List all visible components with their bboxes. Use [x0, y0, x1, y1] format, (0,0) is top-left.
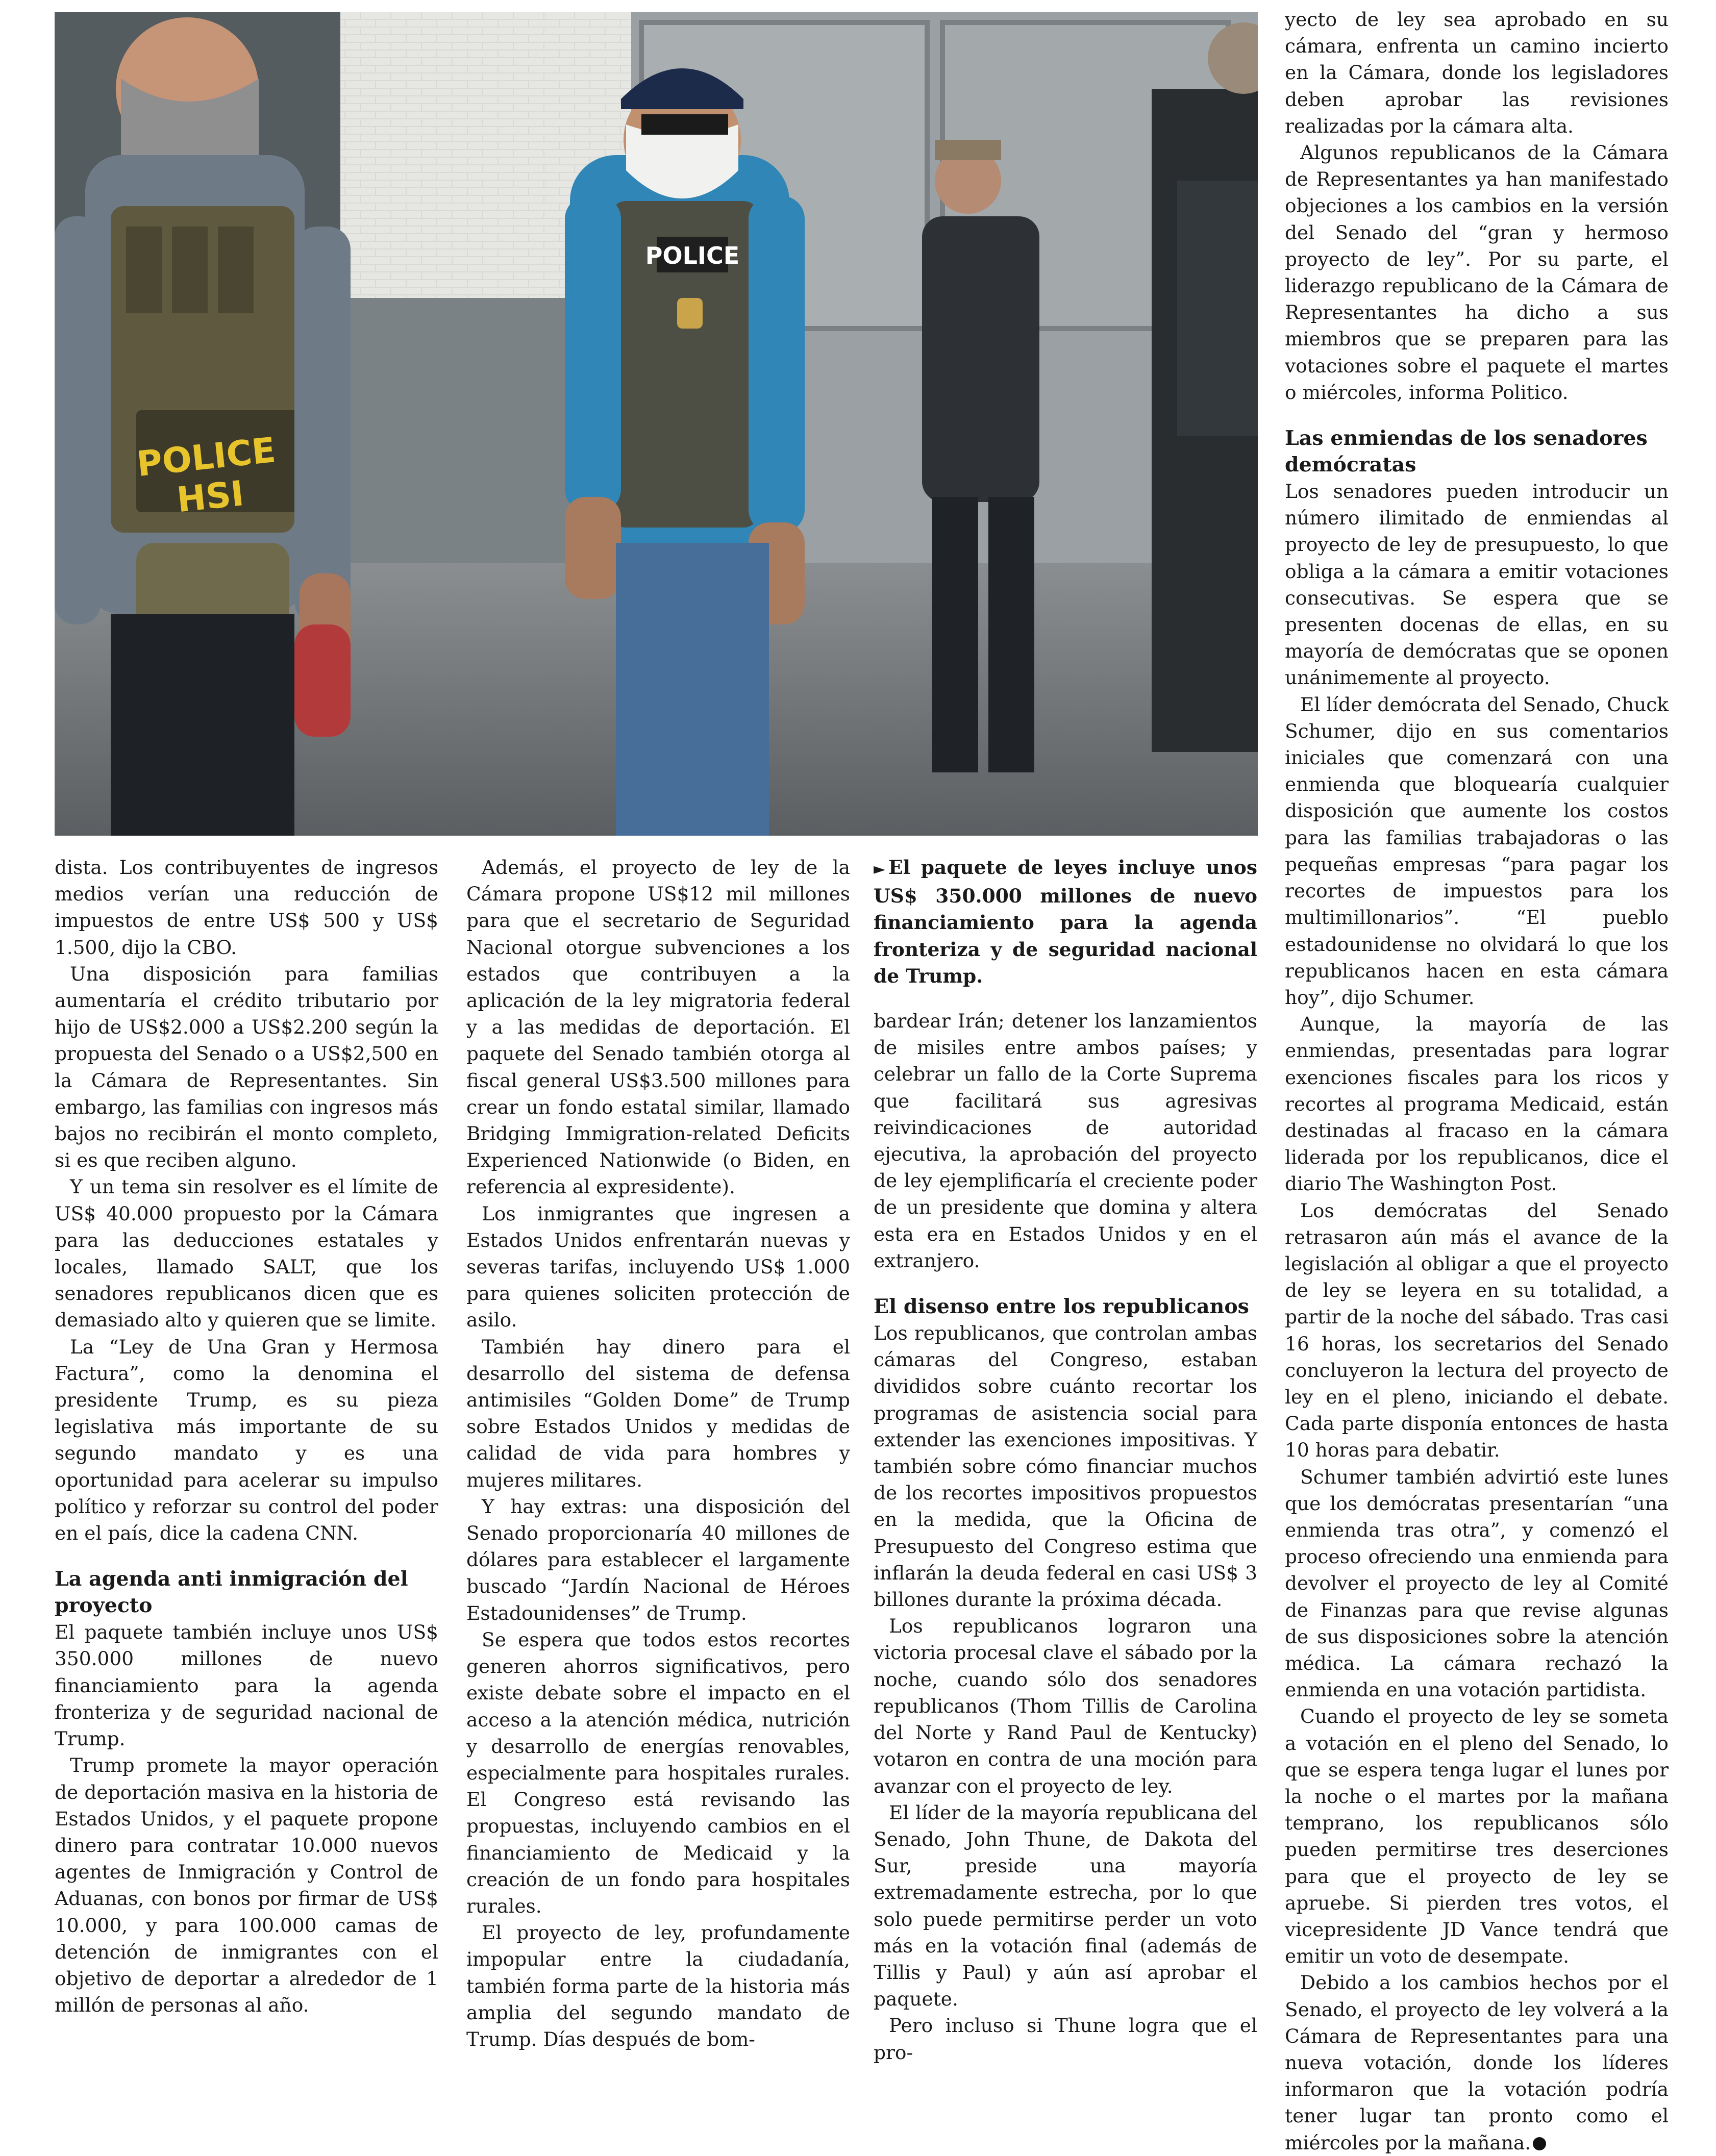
paragraph: bardear Irán; detener los lanzamientos de misiles entre ambos países; y celebrar un fallo de la Corte Suprema que facilitará sus agresivas reivindicaciones de autoridad ejecutiva, la aprobación del proyecto de ley ejemplificaría el creciente poder de un presidente que domina y altera esta era en Estados Unidos y en el extranjero. — [874, 1010, 1257, 1272]
paragraph: Los inmigrantes que ingresen a Estados Unidos enfrentarán nuevas y severas tarifas, incluyendo US$ 1.000 para quienes soliciten protección de asilo. — [466, 1202, 850, 1332]
pull-quote — [874, 854, 1257, 989]
end-of-article-icon — [1533, 2137, 1546, 2150]
paragraph: Se espera que todos estos recortes generen ahorros significativos, pero existe debate sobre el impacto en el acceso a la atención médica, nutrición y desarrollo de energías renovables, especialmente para hospitales rurales. El Congreso está revisando las propuestas, incluyendo cambios en el financiamiento de Medicaid y la creación de un fondo para hospitales rurales. — [466, 1628, 850, 1917]
paragraph: dista. Los contribuyentes de ingresos medios verían una reducción de impuestos de entre US$ 500 y US$ 1.500, dijo la CBO. — [55, 856, 438, 959]
column-3 — [874, 854, 1257, 2066]
section-heading: La agenda anti inmigración del proyecto — [55, 1567, 408, 1618]
edge-agent-right — [1152, 22, 1258, 752]
paragraph: Trump promete la mayor operación de deportación masiva en la historia de Estados Unidos, y el paquete propone dinero para contratar 10.000 nuevos agentes de Inmigración y Control de Aduanas, con bonos por firmar de US$ 10.000, y para 100.000 camas de detención de inmigrantes con el objetivo de deportar a alrededor de 1 millón de personas al año. — [55, 1754, 438, 2017]
news-photo — [55, 12, 1258, 836]
column-4 — [1285, 6, 1669, 2156]
paragraph: Schumer también advirtió este lunes que los demócratas presentarían “una enmienda tras otra”, y comenzó el proceso ofreciendo una enmienda para devolver el proyecto de ley al Comité de Finanzas para que revise algunas de sus disposiciones sobre la atención médica. La cámara rechazó la enmienda en una votación partidista. — [1285, 1465, 1669, 1701]
patch-hsi: POLICEHSI — [135, 430, 278, 521]
paragraph: Además, el proyecto de ley de la Cámara propone US$12 mil millones para que el secretario de Seguridad Nacional otorgue subvenciones a los estados que contribuyen a la aplicación de la ley migratoria federal y a las medidas de deportación. El paquete del Senado también otorga al fiscal general US$3.500 millones para crear un fondo estatal similar, llamado Bridging Immigration-related Deficits Experienced Nationwide (o Biden, en referencia al expresidente). — [466, 856, 850, 1198]
paragraph: Y hay extras: una disposición del Senado proporcionaría 40 millones de dólares para establecer el largamente buscado “Jardín Nacional de Héroes Estadounidenses” de Trump. — [466, 1495, 850, 1624]
agents-illustration — [55, 12, 1258, 836]
column-2 — [466, 854, 850, 2052]
paragraph: Los demócratas del Senado retrasaron aún más el avance de la legislación al obligar a que el proyecto de ley se leyera en su totalidad, a partir de la noche del sábado. Tras casi 16 horas, los secretarios del Senado concluyeron la lectura del proyecto de ley en el pleno, iniciando el debate. Cada parte disponía entonces de hasta 10 horas para debatir. — [1285, 1199, 1669, 1462]
triangle-marker-icon: ► — [874, 860, 886, 878]
paragraph: Una disposición para familias aumentaría el crédito tributario por hijo de US$2.000 a US$2.200 según la propuesta del Senado o a US$2,500 en la Cámara de Representantes. Sin embargo, las familias con ingresos más bajos no recibirán el monto completo, si es que reciben alguno. — [55, 962, 438, 1172]
paragraph: El líder de la mayoría republicana del Senado, John Thune, de Dakota del Sur, preside una mayoría extremadamente estrecha, por lo que solo puede permitirse perder un voto más en la votación final (además de Tillis y Paul) y aún así aprobar el paquete. — [874, 1801, 1257, 2011]
paragraph: yecto de ley sea aprobado en su cámara, enfrenta un camino incierto en la Cámara, donde los legisladores deben aprobar las revisiones realizadas por la cámara alta. — [1285, 8, 1669, 137]
paragraph: Cuando el proyecto de ley se someta a votación en el pleno del Senado, lo que se espera tenga lugar el lunes por la noche o el martes por la mañana temprano, los republicanos sólo pueden permitirse tres deserciones para que el proyecto de ley se apruebe. Si pierden tres votos, el vicepresidente JD Vance tendrá que emitir un voto de desempate. — [1285, 1705, 1669, 1968]
paragraph: La “Ley de Una Gran y Hermosa Factura”, como la denomina el presidente Trump, es su pieza legislativa más importante de su segundo mandato y es una oportunidad para acelerar su impulso político y reforzar su control del poder en el país, dice la cadena CNN. — [55, 1335, 438, 1545]
section-heading: El disenso entre los republicanos — [874, 1295, 1249, 1319]
column-1 — [55, 854, 438, 2018]
paragraph: Aunque, la mayoría de las enmiendas, presentadas para lograr exenciones fiscales para los ricos y recortes al programa Medicaid, están destinadas al fracaso en la cámara liderada por los republicanos, dice el diario The Washington Post. — [1285, 1013, 1669, 1195]
patch-center: POLICE — [645, 242, 740, 269]
paragraph: El líder demócrata del Senado, Chuck Schumer, dijo en sus comentarios iniciales que comenzará con una enmienda que bloquearía cualquier disposición que aumente los costos para las familias trabajadoras o las pequeñas empresas “para pagar los recortes de impuestos para los multimillonarios”. “El pueblo estadounidense no olvidará lo que los republicanos hacen en esta cámara hoy”, dijo Schumer. — [1285, 693, 1669, 1009]
section-heading: Las enmiendas de los senadores demócratas — [1285, 427, 1648, 477]
paragraph-text: Debido a los cambios hechos por el Senado, el proyecto de ley volverá a la Cámara de Representantes para una nueva votación, donde los líderes informaron que la votación podría tener lugar tan pronto como el miércoles por la mañana. — [1285, 1971, 1669, 2154]
paragraph: Los republicanos, que controlan ambas cámaras del Congreso, estaban divididos sobre cuánto recortar los programas de asistencia social para extender las exenciones impositivas. Y también sobre cómo financiar muchos de los recortes impositivos propuestos en la medida, que la Oficina de Presupuesto del Congreso estima que inflarán la deuda federal en casi US$ 3 billones durante la próxima década. — [874, 1322, 1257, 1611]
paragraph: También hay dinero para el desarrollo del sistema de defensa antimisiles “Golden Dome” de Trump sobre Estados Unidos y medidas de calidad de vida para hombres y mujeres militares. — [466, 1335, 850, 1491]
paragraph: Algunos republicanos de la Cámara de Representantes ya han manifestado objeciones a los cambios en la versión del Senado del “gran y hermoso proyecto de ley”. Por su parte, el liderazgo republicano de la Cámara de Representantes ha dicho a sus miembros que se preparen para las votaciones sobre el paquete el martes o miércoles, informa Politico. — [1285, 141, 1669, 404]
paragraph: Pero incluso si Thune logra que el pro- — [874, 2014, 1257, 2064]
paragraph: Y un tema sin resolver es el límite de US$ 40.000 propuesto por la Cámara para las deducciones estatales y locales, llamado SALT, que los senadores republicanos dicen que es demasiado alto y quieren que se limite. — [55, 1175, 438, 1332]
paragraph — [1285, 1969, 1669, 2155]
paragraph: El paquete también incluye unos US$ 350.000 millones de nuevo financiamiento para la agenda fronteriza y de seguridad nacional de Trump. — [55, 1621, 438, 1750]
pull-quote-text: El paquete de leyes incluye unos US$ 350.000 millones de nuevo financiamiento para la agenda fronteriza y de seguridad nacional de Trump. — [874, 856, 1257, 987]
paragraph: Los senadores pueden introducir un número ilimitado de enmiendas al proyecto de ley de presupuesto, lo que obliga a la cámara a emitir votaciones consecutivas. Se espera que se presenten docenas de ellas, en su mayoría de demócratas que se oponen unánimemente al proyecto. — [1285, 480, 1669, 689]
paragraph: Los republicanos lograron una victoria procesal clave el sábado por la noche, cuando sólo dos senadores republicanos (Thom Tillis de Carolina del Norte y Rand Paul de Kentucky) votaron en contra de una moción para avanzar con el proyecto de ley. — [874, 1615, 1257, 1797]
paragraph: El proyecto de ley, profundamente impopular entre la ciudadanía, también forma parte de la historia más amplia del segundo mandato de Trump. Días después de bom- — [466, 1921, 850, 2050]
